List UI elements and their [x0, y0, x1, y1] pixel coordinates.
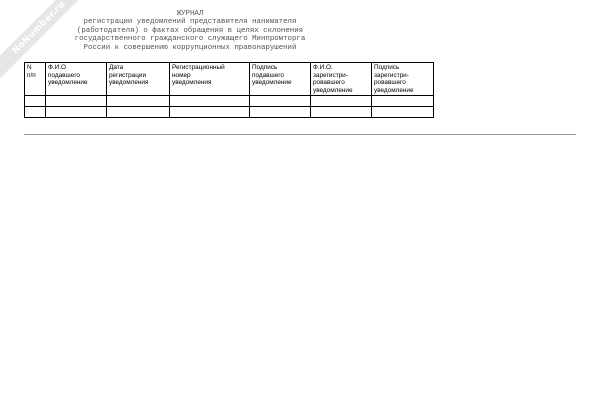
journal-table — [24, 62, 434, 118]
watermark-ribbon: NoNumber.ru — [0, 0, 98, 87]
table-cell — [372, 107, 434, 118]
table-cell — [170, 107, 250, 118]
table-cell — [311, 107, 372, 118]
table-cell — [250, 96, 311, 107]
table-cell — [25, 107, 46, 118]
table-cell — [372, 96, 434, 107]
document-heading — [20, 10, 360, 52]
column-header-registration-number: Регистрационный номер уведомления — [170, 63, 250, 96]
table-row — [25, 96, 434, 107]
page-divider — [24, 134, 576, 135]
table-cell — [107, 107, 170, 118]
column-header-submitter-name: Ф.И.О подавшего уведомление — [46, 63, 107, 96]
column-header-registrar-name: Ф.И.О. зарегистри- ровавшего уведомление — [311, 63, 372, 96]
table-header-row — [25, 63, 434, 96]
column-header-registration-date: Дата регистрации уведомления — [107, 63, 170, 96]
table-cell — [250, 107, 311, 118]
heading-line: регистрации уведомлений представителя нанимателя — [83, 18, 297, 27]
table-cell — [25, 96, 46, 107]
table-row — [25, 107, 434, 118]
column-header-submitter-signature: Подпись подавшего уведомление — [250, 63, 311, 96]
table-cell — [46, 107, 107, 118]
heading-line: России к совершению коррупционных правонарушений — [83, 43, 297, 52]
heading-line: (работодателя) о фактах обращения в целях склонения — [76, 26, 304, 35]
table-cell — [311, 96, 372, 107]
heading-line: государственного гражданского служащего Минпромторга — [74, 35, 306, 44]
column-header-number: N п/п — [25, 63, 46, 96]
column-header-registrar-signature: Подпись зарегистри- ровавшего уведомление — [372, 63, 434, 96]
table-cell — [46, 96, 107, 107]
table-cell — [170, 96, 250, 107]
heading-title: ЖУРНАЛ — [176, 10, 204, 18]
table-cell — [107, 96, 170, 107]
